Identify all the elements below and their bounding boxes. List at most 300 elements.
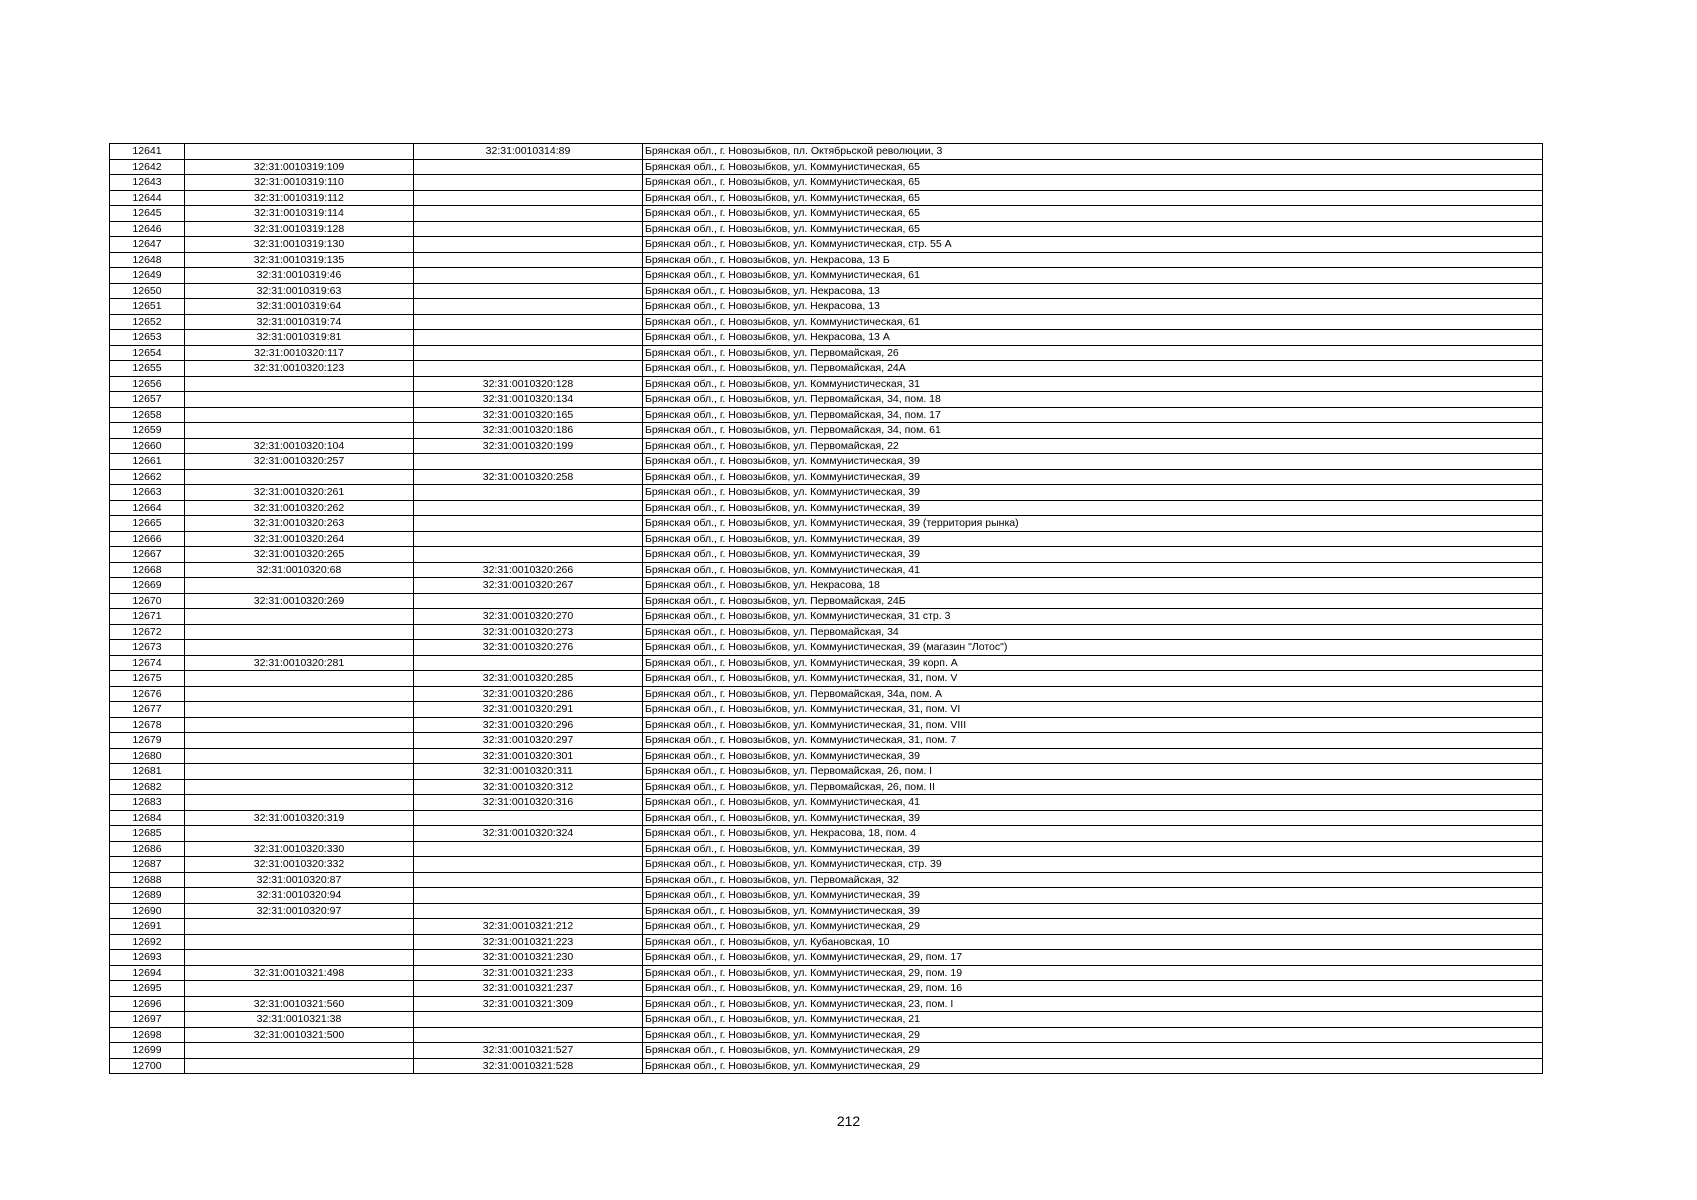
building-cadastral-number-cell: 32:31:0010320:285: [414, 671, 643, 687]
building-cadastral-number-cell: 32:31:0010320:273: [414, 624, 643, 640]
row-number-cell: 12673: [110, 640, 185, 656]
row-number-cell: 12651: [110, 299, 185, 315]
address-cell: Брянская обл., г. Новозыбков, ул. Первомайская, 34, пом. 17: [643, 407, 1543, 423]
row-number-cell: 12660: [110, 438, 185, 454]
row-number-cell: 12653: [110, 330, 185, 346]
cadastral-number-cell: 32:31:0010319:114: [185, 206, 414, 222]
cadastral-number-cell: 32:31:0010320:68: [185, 562, 414, 578]
row-number-cell: 12665: [110, 516, 185, 532]
address-cell: Брянская обл., г. Новозыбков, ул. Коммунистическая, 65: [643, 221, 1543, 237]
address-cell: Брянская обл., г. Новозыбков, ул. Первомайская, 26: [643, 345, 1543, 361]
address-cell: Брянская обл., г. Новозыбков, ул. Коммунистическая, 31, пом. VI: [643, 702, 1543, 718]
row-number-cell: 12670: [110, 593, 185, 609]
table-row: [110, 345, 1543, 361]
address-cell: Брянская обл., г. Новозыбков, ул. Коммунистическая, 39: [643, 485, 1543, 501]
row-number-cell: 12678: [110, 717, 185, 733]
address-cell: Брянская обл., г. Новозыбков, ул. Коммунистическая, 31, пом. V: [643, 671, 1543, 687]
table-row: [110, 779, 1543, 795]
address-cell: Брянская обл., г. Новозыбков, ул. Коммунистическая, 41: [643, 795, 1543, 811]
address-cell: Брянская обл., г. Новозыбков, ул. Коммунистическая, 31, пом. VIII: [643, 717, 1543, 733]
building-cadastral-number-cell: 32:31:0010321:309: [414, 996, 643, 1012]
row-number-cell: 12667: [110, 547, 185, 563]
building-cadastral-number-cell: [414, 237, 643, 253]
row-number-cell: 12688: [110, 872, 185, 888]
row-number-cell: 12644: [110, 190, 185, 206]
table-row: [110, 268, 1543, 284]
cadastral-number-cell: 32:31:0010320:123: [185, 361, 414, 377]
cadastral-number-cell: [185, 748, 414, 764]
address-cell: Брянская обл., г. Новозыбков, ул. Коммунистическая, 39: [643, 454, 1543, 470]
table-row: [110, 624, 1543, 640]
address-cell: Брянская обл., г. Новозыбков, ул. Коммунистическая, 29, пом. 19: [643, 965, 1543, 981]
address-cell: Брянская обл., г. Новозыбков, ул. Коммунистическая, 39: [643, 547, 1543, 563]
table-row: [110, 190, 1543, 206]
cadastral-number-cell: [185, 609, 414, 625]
building-cadastral-number-cell: [414, 190, 643, 206]
cadastral-number-cell: [185, 795, 414, 811]
address-cell: Брянская обл., г. Новозыбков, ул. Первомайская, 24Б: [643, 593, 1543, 609]
row-number-cell: 12658: [110, 407, 185, 423]
row-number-cell: 12683: [110, 795, 185, 811]
row-number-cell: 12699: [110, 1043, 185, 1059]
table-row: [110, 795, 1543, 811]
building-cadastral-number-cell: [414, 268, 643, 284]
table-row: [110, 237, 1543, 253]
table-row: [110, 996, 1543, 1012]
cadastral-number-cell: 32:31:0010319:135: [185, 252, 414, 268]
building-cadastral-number-cell: 32:31:0010320:134: [414, 392, 643, 408]
address-cell: Брянская обл., г. Новозыбков, ул. Коммунистическая, 29: [643, 1043, 1543, 1059]
page-number: 212: [836, 1113, 861, 1129]
row-number-cell: 12657: [110, 392, 185, 408]
table-row: [110, 376, 1543, 392]
building-cadastral-number-cell: [414, 454, 643, 470]
address-cell: Брянская обл., г. Новозыбков, ул. Первомайская, 34: [643, 624, 1543, 640]
building-cadastral-number-cell: 32:31:0010321:212: [414, 919, 643, 935]
building-cadastral-number-cell: 32:31:0010320:316: [414, 795, 643, 811]
cadastral-number-cell: [185, 640, 414, 656]
row-number-cell: 12652: [110, 314, 185, 330]
table-row: [110, 934, 1543, 950]
cadastral-number-cell: [185, 950, 414, 966]
address-cell: Брянская обл., г. Новозыбков, ул. Первомайская, 26, пом. II: [643, 779, 1543, 795]
address-cell: Брянская обл., г. Новозыбков, ул. Первомайская, 32: [643, 872, 1543, 888]
row-number-cell: 12681: [110, 764, 185, 780]
table-row: [110, 841, 1543, 857]
address-cell: Брянская обл., г. Новозыбков, ул. Коммунистическая, 29: [643, 1058, 1543, 1074]
building-cadastral-number-cell: [414, 299, 643, 315]
cadastral-number-cell: [185, 764, 414, 780]
row-number-cell: 12690: [110, 903, 185, 919]
table-row: [110, 423, 1543, 439]
address-cell: Брянская обл., г. Новозыбков, ул. Коммунистическая, 39 (магазин "Лотос"): [643, 640, 1543, 656]
table-row: [110, 330, 1543, 346]
building-cadastral-number-cell: [414, 345, 643, 361]
table-row: [110, 159, 1543, 175]
building-cadastral-number-cell: 32:31:0010321:528: [414, 1058, 643, 1074]
building-cadastral-number-cell: 32:31:0010320:258: [414, 469, 643, 485]
table-row: [110, 733, 1543, 749]
table-row: [110, 702, 1543, 718]
cadastral-number-cell: 32:31:0010319:128: [185, 221, 414, 237]
building-cadastral-number-cell: [414, 857, 643, 873]
row-number-cell: 12655: [110, 361, 185, 377]
row-number-cell: 12691: [110, 919, 185, 935]
row-number-cell: 12680: [110, 748, 185, 764]
cadastral-number-cell: 32:31:0010319:81: [185, 330, 414, 346]
table-row: [110, 206, 1543, 222]
address-cell: Брянская обл., г. Новозыбков, ул. Коммунистическая, стр. 55 А: [643, 237, 1543, 253]
building-cadastral-number-cell: 32:31:0010320:311: [414, 764, 643, 780]
row-number-cell: 12669: [110, 578, 185, 594]
building-cadastral-number-cell: [414, 283, 643, 299]
address-cell: Брянская обл., г. Новозыбков, ул. Коммунистическая, 61: [643, 268, 1543, 284]
cadastral-number-cell: 32:31:0010319:112: [185, 190, 414, 206]
cadastral-number-cell: 32:31:0010321:498: [185, 965, 414, 981]
row-number-cell: 12692: [110, 934, 185, 950]
table-row: [110, 299, 1543, 315]
building-cadastral-number-cell: [414, 903, 643, 919]
address-cell: Брянская обл., г. Новозыбков, ул. Коммунистическая, стр. 39: [643, 857, 1543, 873]
address-cell: Брянская обл., г. Новозыбков, ул. Кубановская, 10: [643, 934, 1543, 950]
table-row: [110, 810, 1543, 826]
table-row: [110, 717, 1543, 733]
row-number-cell: 12666: [110, 531, 185, 547]
cadastral-number-cell: 32:31:0010320:261: [185, 485, 414, 501]
cadastral-number-cell: [185, 624, 414, 640]
row-number-cell: 12648: [110, 252, 185, 268]
building-cadastral-number-cell: 32:31:0010320:266: [414, 562, 643, 578]
table-row: [110, 531, 1543, 547]
row-number-cell: 12695: [110, 981, 185, 997]
building-cadastral-number-cell: [414, 159, 643, 175]
table-row: [110, 454, 1543, 470]
building-cadastral-number-cell: 32:31:0010320:301: [414, 748, 643, 764]
building-cadastral-number-cell: [414, 531, 643, 547]
building-cadastral-number-cell: [414, 841, 643, 857]
cadastral-number-cell: [185, 392, 414, 408]
building-cadastral-number-cell: 32:31:0010320:286: [414, 686, 643, 702]
building-cadastral-number-cell: 32:31:0010320:276: [414, 640, 643, 656]
address-cell: Брянская обл., г. Новозыбков, ул. Первомайская, 34, пом. 61: [643, 423, 1543, 439]
cadastral-number-cell: [185, 919, 414, 935]
address-cell: Брянская обл., г. Новозыбков, ул. Коммунистическая, 39: [643, 500, 1543, 516]
table-row: [110, 407, 1543, 423]
table-row: [110, 655, 1543, 671]
cadastral-number-cell: 32:31:0010320:104: [185, 438, 414, 454]
table-row: [110, 981, 1543, 997]
table-row: [110, 950, 1543, 966]
building-cadastral-number-cell: [414, 655, 643, 671]
registry-table: [109, 143, 1543, 1074]
row-number-cell: 12689: [110, 888, 185, 904]
building-cadastral-number-cell: [414, 314, 643, 330]
address-cell: Брянская обл., г. Новозыбков, ул. Некрасова, 13 А: [643, 330, 1543, 346]
row-number-cell: 12647: [110, 237, 185, 253]
table-row: [110, 1027, 1543, 1043]
cadastral-number-cell: 32:31:0010320:264: [185, 531, 414, 547]
address-cell: Брянская обл., г. Новозыбков, ул. Коммунистическая, 31, пом. 7: [643, 733, 1543, 749]
table-row: [110, 361, 1543, 377]
row-number-cell: 12671: [110, 609, 185, 625]
building-cadastral-number-cell: 32:31:0010321:230: [414, 950, 643, 966]
building-cadastral-number-cell: [414, 810, 643, 826]
row-number-cell: 12662: [110, 469, 185, 485]
row-number-cell: 12642: [110, 159, 185, 175]
table-row: [110, 469, 1543, 485]
address-cell: Брянская обл., г. Новозыбков, ул. Первомайская, 22: [643, 438, 1543, 454]
cadastral-number-cell: 32:31:0010320:269: [185, 593, 414, 609]
building-cadastral-number-cell: 32:31:0010320:270: [414, 609, 643, 625]
cadastral-number-cell: 32:31:0010320:281: [185, 655, 414, 671]
row-number-cell: 12675: [110, 671, 185, 687]
building-cadastral-number-cell: [414, 516, 643, 532]
building-cadastral-number-cell: 32:31:0010320:312: [414, 779, 643, 795]
address-cell: Брянская обл., г. Новозыбков, ул. Некрасова, 13 Б: [643, 252, 1543, 268]
table-row: [110, 392, 1543, 408]
cadastral-number-cell: [185, 1058, 414, 1074]
row-number-cell: 12697: [110, 1012, 185, 1028]
address-cell: Брянская обл., г. Новозыбков, ул. Коммунистическая, 39: [643, 531, 1543, 547]
table-row: [110, 857, 1543, 873]
building-cadastral-number-cell: [414, 1012, 643, 1028]
address-cell: Брянская обл., г. Новозыбков, ул. Коммунистическая, 65: [643, 190, 1543, 206]
building-cadastral-number-cell: [414, 361, 643, 377]
address-cell: Брянская обл., г. Новозыбков, ул. Некрасова, 13: [643, 283, 1543, 299]
building-cadastral-number-cell: 32:31:0010320:186: [414, 423, 643, 439]
table-row: [110, 919, 1543, 935]
building-cadastral-number-cell: [414, 547, 643, 563]
row-number-cell: 12679: [110, 733, 185, 749]
table-row: [110, 888, 1543, 904]
building-cadastral-number-cell: 32:31:0010321:233: [414, 965, 643, 981]
row-number-cell: 12686: [110, 841, 185, 857]
cadastral-number-cell: 32:31:0010319:110: [185, 175, 414, 191]
cadastral-number-cell: [185, 717, 414, 733]
cadastral-number-cell: 32:31:0010319:130: [185, 237, 414, 253]
address-cell: Брянская обл., г. Новозыбков, ул. Коммунистическая, 39: [643, 469, 1543, 485]
address-cell: Брянская обл., г. Новозыбков, ул. Коммунистическая, 39: [643, 841, 1543, 857]
table-row: [110, 485, 1543, 501]
cadastral-number-cell: 32:31:0010320:332: [185, 857, 414, 873]
address-cell: Брянская обл., г. Новозыбков, ул. Коммунистическая, 21: [643, 1012, 1543, 1028]
row-number-cell: 12661: [110, 454, 185, 470]
table-row: [110, 903, 1543, 919]
table-row: [110, 872, 1543, 888]
building-cadastral-number-cell: 32:31:0010321:237: [414, 981, 643, 997]
building-cadastral-number-cell: [414, 593, 643, 609]
row-number-cell: 12696: [110, 996, 185, 1012]
address-cell: Брянская обл., г. Новозыбков, ул. Первомайская, 34а, пом. А: [643, 686, 1543, 702]
address-cell: Брянская обл., г. Новозыбков, ул. Коммунистическая, 41: [643, 562, 1543, 578]
cadastral-number-cell: [185, 376, 414, 392]
table-row: [110, 516, 1543, 532]
cadastral-number-cell: 32:31:0010319:64: [185, 299, 414, 315]
address-cell: Брянская обл., г. Новозыбков, пл. Октябрьской революции, 3: [643, 144, 1543, 160]
address-cell: Брянская обл., г. Новозыбков, ул. Коммунистическая, 65: [643, 159, 1543, 175]
table-row: [110, 314, 1543, 330]
address-cell: Брянская обл., г. Новозыбков, ул. Коммунистическая, 39: [643, 888, 1543, 904]
building-cadastral-number-cell: [414, 330, 643, 346]
table-row: [110, 640, 1543, 656]
table-row: [110, 965, 1543, 981]
row-number-cell: 12641: [110, 144, 185, 160]
table-row: [110, 609, 1543, 625]
address-cell: Брянская обл., г. Новозыбков, ул. Коммунистическая, 65: [643, 206, 1543, 222]
row-number-cell: 12650: [110, 283, 185, 299]
cadastral-number-cell: [185, 578, 414, 594]
table-row: [110, 686, 1543, 702]
row-number-cell: 12684: [110, 810, 185, 826]
row-number-cell: 12663: [110, 485, 185, 501]
row-number-cell: 12649: [110, 268, 185, 284]
address-cell: Брянская обл., г. Новозыбков, ул. Коммунистическая, 23, пом. I: [643, 996, 1543, 1012]
address-cell: Брянская обл., г. Новозыбков, ул. Коммунистическая, 39 корп. А: [643, 655, 1543, 671]
cadastral-number-cell: 32:31:0010319:63: [185, 283, 414, 299]
row-number-cell: 12654: [110, 345, 185, 361]
cadastral-number-cell: [185, 826, 414, 842]
table-row: [110, 500, 1543, 516]
table-row: [110, 175, 1543, 191]
cadastral-number-cell: [185, 779, 414, 795]
row-number-cell: 12682: [110, 779, 185, 795]
table-row: [110, 252, 1543, 268]
address-cell: Брянская обл., г. Новозыбков, ул. Коммунистическая, 29: [643, 919, 1543, 935]
building-cadastral-number-cell: [414, 175, 643, 191]
address-cell: Брянская обл., г. Новозыбков, ул. Коммунистическая, 39: [643, 748, 1543, 764]
cadastral-number-cell: 32:31:0010319:46: [185, 268, 414, 284]
cadastral-number-cell: 32:31:0010319:74: [185, 314, 414, 330]
row-number-cell: 12643: [110, 175, 185, 191]
address-cell: Брянская обл., г. Новозыбков, ул. Коммунистическая, 39 (территория рынка): [643, 516, 1543, 532]
row-number-cell: 12672: [110, 624, 185, 640]
address-cell: Брянская обл., г. Новозыбков, ул. Коммунистическая, 29: [643, 1027, 1543, 1043]
table-row: [110, 671, 1543, 687]
address-cell: Брянская обл., г. Новозыбков, ул. Коммунистическая, 31 стр. 3: [643, 609, 1543, 625]
row-number-cell: 12656: [110, 376, 185, 392]
building-cadastral-number-cell: [414, 500, 643, 516]
address-cell: Брянская обл., г. Новозыбков, ул. Коммунистическая, 39: [643, 810, 1543, 826]
row-number-cell: 12685: [110, 826, 185, 842]
table-row: [110, 221, 1543, 237]
row-number-cell: 12700: [110, 1058, 185, 1074]
building-cadastral-number-cell: 32:31:0010321:527: [414, 1043, 643, 1059]
building-cadastral-number-cell: [414, 206, 643, 222]
row-number-cell: 12698: [110, 1027, 185, 1043]
cadastral-number-cell: 32:31:0010320:263: [185, 516, 414, 532]
row-number-cell: 12674: [110, 655, 185, 671]
building-cadastral-number-cell: 32:31:0010320:165: [414, 407, 643, 423]
building-cadastral-number-cell: 32:31:0010321:223: [414, 934, 643, 950]
address-cell: Брянская обл., г. Новозыбков, ул. Коммунистическая, 29, пом. 17: [643, 950, 1543, 966]
cadastral-number-cell: 32:31:0010320:117: [185, 345, 414, 361]
cadastral-number-cell: 32:31:0010319:109: [185, 159, 414, 175]
row-number-cell: 12694: [110, 965, 185, 981]
building-cadastral-number-cell: 32:31:0010320:128: [414, 376, 643, 392]
cadastral-number-cell: [185, 981, 414, 997]
cadastral-number-cell: 32:31:0010321:500: [185, 1027, 414, 1043]
building-cadastral-number-cell: 32:31:0010320:324: [414, 826, 643, 842]
table-row: [110, 1058, 1543, 1074]
table-row: [110, 547, 1543, 563]
row-number-cell: 12645: [110, 206, 185, 222]
building-cadastral-number-cell: [414, 252, 643, 268]
cadastral-number-cell: 32:31:0010321:38: [185, 1012, 414, 1028]
table-row: [110, 1043, 1543, 1059]
address-cell: Брянская обл., г. Новозыбков, ул. Некрасова, 13: [643, 299, 1543, 315]
cadastral-number-cell: 32:31:0010320:265: [185, 547, 414, 563]
table-row: [110, 748, 1543, 764]
table-row: [110, 144, 1543, 160]
cadastral-number-cell: [185, 934, 414, 950]
row-number-cell: 12676: [110, 686, 185, 702]
cadastral-number-cell: [185, 407, 414, 423]
address-cell: Брянская обл., г. Новозыбков, ул. Некрасова, 18, пом. 4: [643, 826, 1543, 842]
row-number-cell: 12677: [110, 702, 185, 718]
cadastral-number-cell: 32:31:0010320:97: [185, 903, 414, 919]
cadastral-number-cell: 32:31:0010320:94: [185, 888, 414, 904]
building-cadastral-number-cell: 32:31:0010320:291: [414, 702, 643, 718]
table-row: [110, 283, 1543, 299]
table-row: [110, 764, 1543, 780]
row-number-cell: 12687: [110, 857, 185, 873]
building-cadastral-number-cell: [414, 872, 643, 888]
building-cadastral-number-cell: 32:31:0010320:267: [414, 578, 643, 594]
table-row: [110, 578, 1543, 594]
building-cadastral-number-cell: [414, 485, 643, 501]
cadastral-number-cell: [185, 671, 414, 687]
table-row: [110, 562, 1543, 578]
cadastral-number-cell: [185, 469, 414, 485]
address-cell: Брянская обл., г. Новозыбков, ул. Первомайская, 34, пом. 18: [643, 392, 1543, 408]
cadastral-number-cell: [185, 1043, 414, 1059]
address-cell: Брянская обл., г. Новозыбков, ул. Коммунистическая, 31: [643, 376, 1543, 392]
table-row: [110, 593, 1543, 609]
building-cadastral-number-cell: 32:31:0010320:297: [414, 733, 643, 749]
row-number-cell: 12646: [110, 221, 185, 237]
cadastral-number-cell: [185, 423, 414, 439]
cadastral-number-cell: 32:31:0010320:330: [185, 841, 414, 857]
row-number-cell: 12693: [110, 950, 185, 966]
address-cell: Брянская обл., г. Новозыбков, ул. Некрасова, 18: [643, 578, 1543, 594]
cadastral-number-cell: [185, 144, 414, 160]
row-number-cell: 12664: [110, 500, 185, 516]
building-cadastral-number-cell: [414, 221, 643, 237]
cadastral-number-cell: [185, 733, 414, 749]
building-cadastral-number-cell: [414, 888, 643, 904]
building-cadastral-number-cell: 32:31:0010320:296: [414, 717, 643, 733]
row-number-cell: 12668: [110, 562, 185, 578]
address-cell: Брянская обл., г. Новозыбков, ул. Коммунистическая, 39: [643, 903, 1543, 919]
building-cadastral-number-cell: 32:31:0010314:89: [414, 144, 643, 160]
address-cell: Брянская обл., г. Новозыбков, ул. Первомайская, 24А: [643, 361, 1543, 377]
cadastral-number-cell: 32:31:0010320:262: [185, 500, 414, 516]
cadastral-number-cell: [185, 686, 414, 702]
address-cell: Брянская обл., г. Новозыбков, ул. Коммунистическая, 65: [643, 175, 1543, 191]
row-number-cell: 12659: [110, 423, 185, 439]
address-cell: Брянская обл., г. Новозыбков, ул. Коммунистическая, 29, пом. 16: [643, 981, 1543, 997]
registry-table-body: [110, 144, 1543, 1074]
cadastral-number-cell: 32:31:0010320:87: [185, 872, 414, 888]
cadastral-number-cell: 32:31:0010320:257: [185, 454, 414, 470]
cadastral-number-cell: 32:31:0010321:560: [185, 996, 414, 1012]
cadastral-number-cell: [185, 702, 414, 718]
building-cadastral-number-cell: [414, 1027, 643, 1043]
address-cell: Брянская обл., г. Новозыбков, ул. Коммунистическая, 61: [643, 314, 1543, 330]
cadastral-number-cell: 32:31:0010320:319: [185, 810, 414, 826]
table-row: [110, 438, 1543, 454]
table-row: [110, 1012, 1543, 1028]
